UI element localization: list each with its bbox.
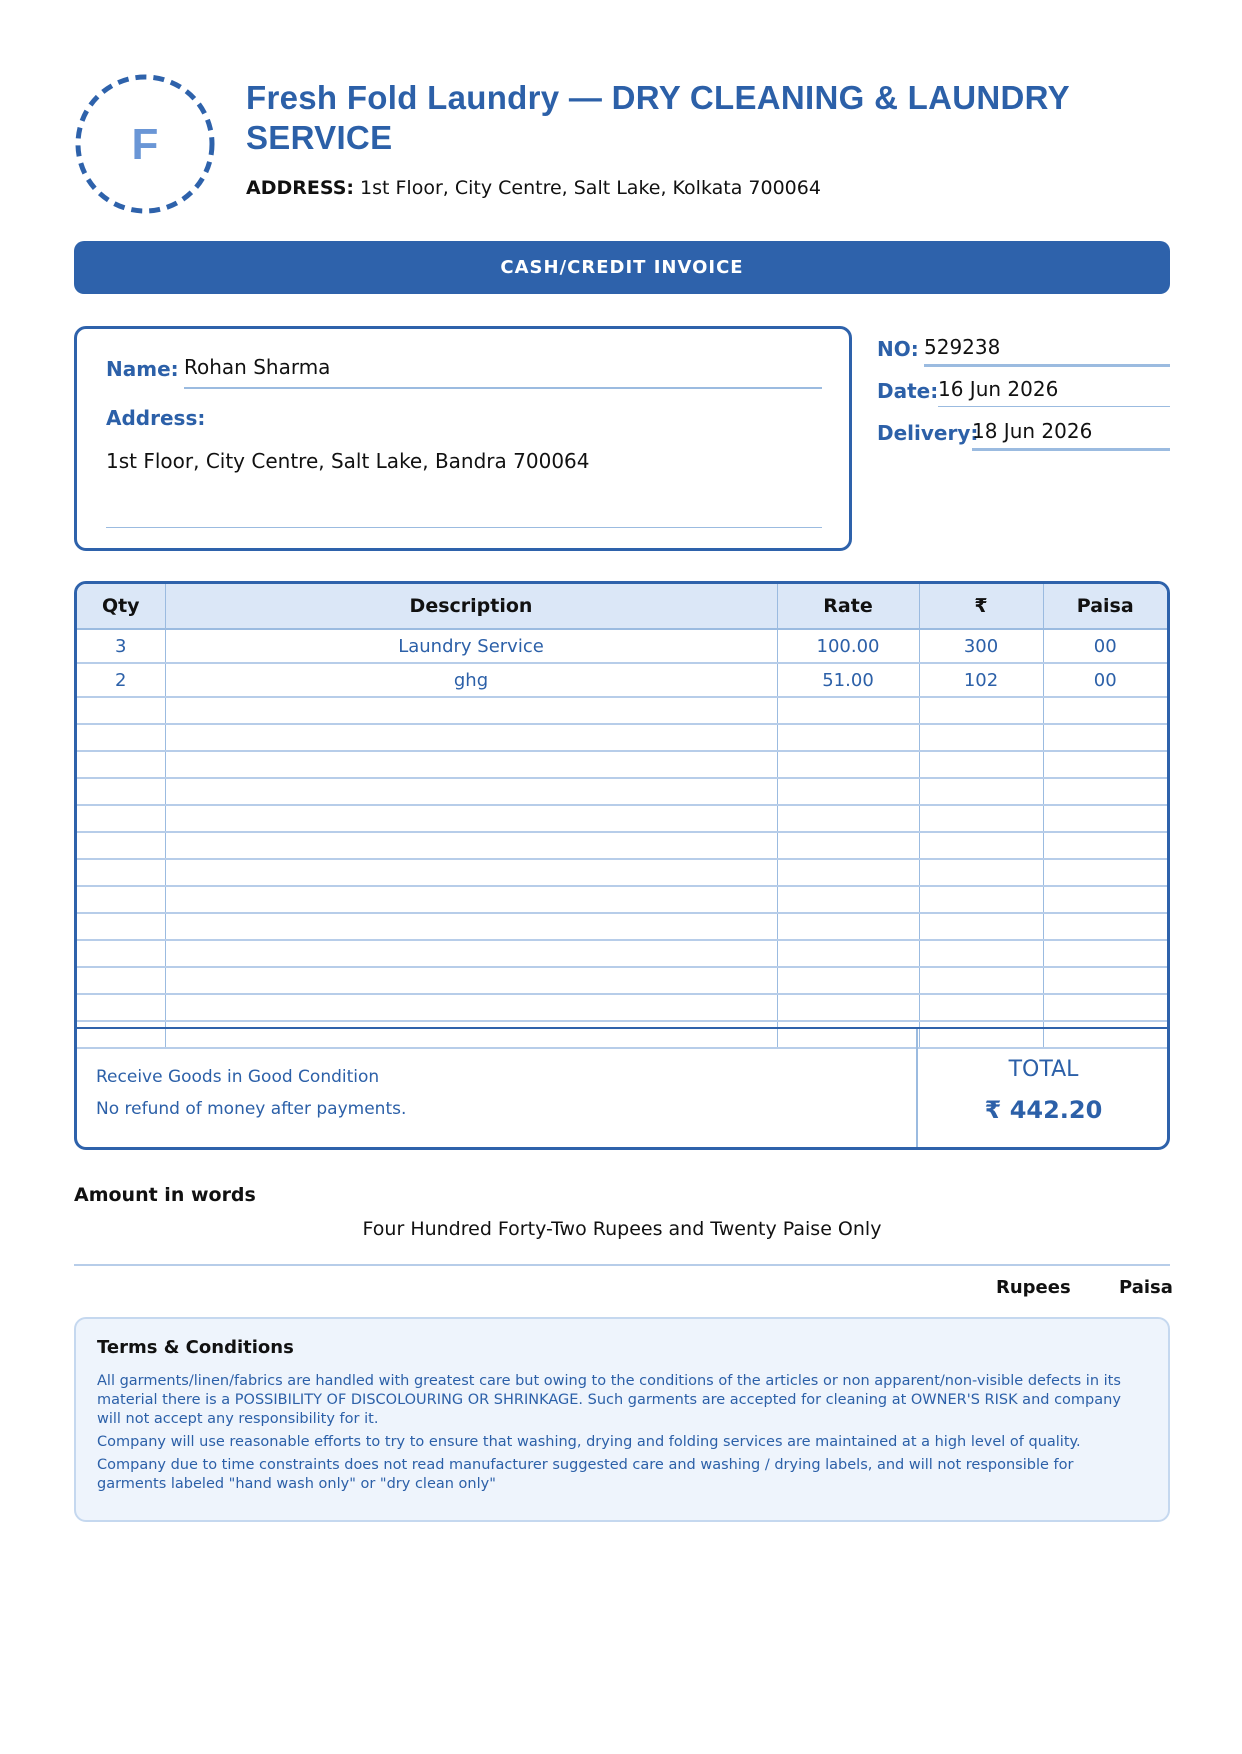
empty-row bbox=[77, 859, 1167, 886]
empty-row bbox=[77, 724, 1167, 751]
logo-seal bbox=[74, 73, 216, 215]
empty-row bbox=[77, 994, 1167, 1021]
empty-row bbox=[77, 805, 1167, 832]
col-header-paisa: Paisa bbox=[1043, 584, 1167, 629]
customer-box bbox=[74, 326, 852, 551]
table-row bbox=[77, 629, 1167, 663]
amount-in-words-value: Four Hundred Forty-Two Rupees and Twenty Paise Only bbox=[362, 1218, 882, 1240]
cell-rupees: 102 bbox=[919, 663, 1043, 697]
cell-description: Laundry Service bbox=[165, 629, 777, 663]
col-header-rate: Rate bbox=[777, 584, 919, 629]
invoice-date-label: Date: bbox=[877, 379, 939, 403]
invoice-date-line bbox=[938, 406, 1170, 407]
table-body bbox=[77, 629, 1167, 1048]
col-header-qty: Qty bbox=[77, 584, 165, 629]
table-header-row bbox=[77, 584, 1167, 629]
empty-row bbox=[77, 751, 1167, 778]
note-good-condition: Receive Goods in Good Condition bbox=[96, 1067, 380, 1087]
customer-name-line bbox=[184, 387, 822, 389]
logo-letter: F bbox=[131, 120, 159, 169]
cell-rate: 51.00 bbox=[777, 663, 919, 697]
terms-title: Terms & Conditions bbox=[97, 1337, 294, 1358]
cell-paisa: 00 bbox=[1043, 629, 1167, 663]
customer-address-label: Address: bbox=[106, 406, 206, 430]
empty-row bbox=[77, 913, 1167, 940]
invoice-type-banner: CASH/CREDIT INVOICE bbox=[74, 241, 1170, 294]
col-header-rupees: ₹ bbox=[919, 584, 1043, 629]
cell-rate: 100.00 bbox=[777, 629, 919, 663]
customer-address-line bbox=[106, 527, 822, 528]
invoice-no-line bbox=[924, 364, 1170, 367]
delivery-date-label: Delivery: bbox=[877, 421, 979, 445]
paisa-label: Paisa bbox=[1119, 1277, 1173, 1298]
empty-row bbox=[77, 832, 1167, 859]
empty-row bbox=[77, 778, 1167, 805]
cell-paisa: 00 bbox=[1043, 663, 1167, 697]
amount-in-words-label: Amount in words bbox=[74, 1184, 256, 1206]
invoice-no-label: NO: bbox=[877, 337, 919, 361]
terms-paragraph-3: Company due to time constraints does not read manufacturer suggested care and washing / drying labels, and will not responsible for garments labeled "hand wash only" or "dry clean only" bbox=[97, 1457, 1074, 1492]
footer-notes bbox=[96, 1061, 406, 1125]
table-row bbox=[77, 663, 1167, 697]
total-label: TOTAL bbox=[1008, 1057, 1079, 1082]
rupees-label: Rupees bbox=[996, 1277, 1071, 1298]
invoice-date-value: 16 Jun 2026 bbox=[938, 377, 1059, 401]
divider bbox=[74, 1264, 1170, 1266]
empty-row bbox=[77, 940, 1167, 967]
cell-qty: 2 bbox=[77, 663, 165, 697]
shop-address bbox=[246, 177, 821, 199]
terms-box bbox=[74, 1317, 1170, 1522]
shop-address-value: 1st Floor, City Centre, Salt Lake, Kolkata 700064 bbox=[360, 177, 821, 199]
col-header-description: Description bbox=[165, 584, 777, 629]
note-no-refund: No refund of money after payments. bbox=[96, 1099, 407, 1119]
total-value: ₹ 442.20 bbox=[984, 1096, 1103, 1124]
table-footer bbox=[77, 1027, 1167, 1149]
delivery-date-line bbox=[972, 448, 1170, 451]
cell-qty: 3 bbox=[77, 629, 165, 663]
empty-row bbox=[77, 967, 1167, 994]
cell-description: ghg bbox=[165, 663, 777, 697]
empty-row bbox=[77, 697, 1167, 724]
customer-name-label: Name: bbox=[106, 357, 179, 381]
terms-paragraph-2: Company will use reasonable efforts to try to ensure that washing, drying and folding services are maintained at a high level of quality. bbox=[97, 1434, 1081, 1450]
total-box bbox=[916, 1029, 1169, 1149]
customer-address-value: 1st Floor, City Centre, Salt Lake, Bandra 700064 bbox=[106, 449, 590, 473]
shop-address-label: ADDRESS: bbox=[246, 177, 354, 199]
customer-name-value: Rohan Sharma bbox=[184, 355, 331, 379]
items-table bbox=[74, 581, 1170, 1150]
invoice-no-value: 529238 bbox=[924, 335, 1001, 359]
delivery-date-value: 18 Jun 2026 bbox=[972, 419, 1093, 443]
empty-row bbox=[77, 886, 1167, 913]
cell-rupees: 300 bbox=[919, 629, 1043, 663]
terms-paragraph-1: All garments/linen/fabrics are handled with greatest care but owing to the conditions of the articles or non apparent/non-visible defects in its material there is a POSSIBILITY OF DISCOLOURING OR SHRINKAGE. Such garments are accepted for cleaning at OWNER'S RISK and company will not accept any responsibility for it. bbox=[97, 1373, 1121, 1427]
shop-name: Fresh Fold Laundry — DRY CLEANING & LAUNDRY SERVICE bbox=[246, 79, 1070, 156]
